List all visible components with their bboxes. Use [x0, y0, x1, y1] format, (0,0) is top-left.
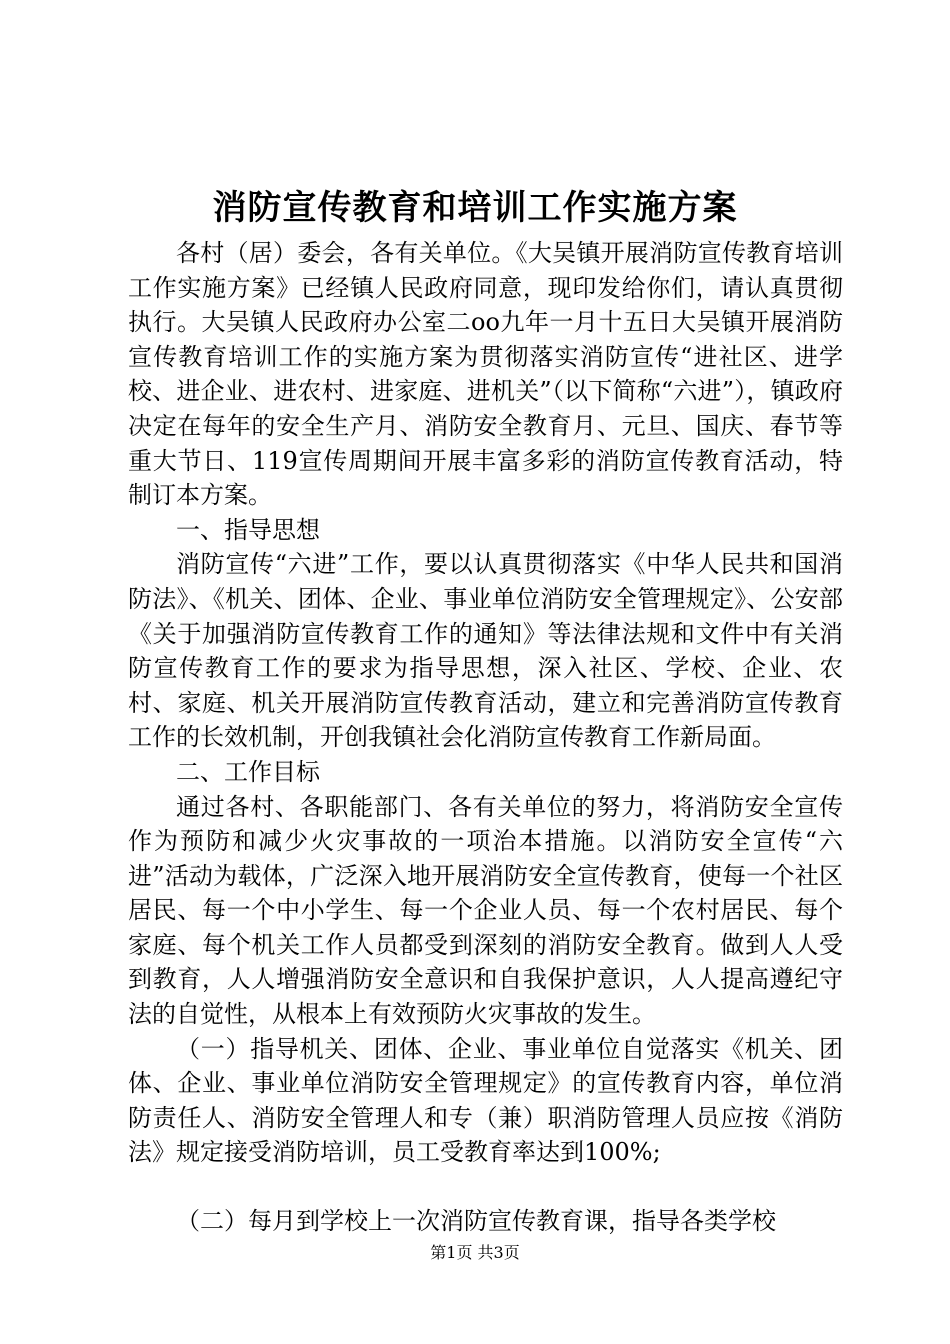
- document-title: 消防宣传教育和培训工作实施方案: [212, 188, 738, 228]
- paragraph-intro: 各村（居）委会，各有关单位。《大吴镇开展消防宣传教育培训工作实施方案》已经镇人民政府同意，现印发给你们，请认真贯彻执行。大吴镇人民政府办公室二oo九年一月十五日大吴镇开展消防宣传教育培训工作的实施方案为贯彻落实消防宣传“进社区、进学校、进企业、进农村、进家庭、进机关”（以下简称“六进”），镇政府决定在每年的安全生产月、消防安全教育月、元旦、国庆、春节等重大节日、119宣传周期间开展丰富多彩的消防宣传教育活动，特制订本方案。: [128, 239, 843, 510]
- page-footer: 第1页 共3页: [430, 1243, 520, 1262]
- paragraph-item-one: （一）指导机关、团体、企业、事业单位自觉落实《机关、团体、企业、事业单位消防安全管理规定》的宣传教育内容，单位消防责任人、消防安全管理人和专（兼）职消防管理人员应按《消防法》规定接受消防培训，员工受教育率达到100%;: [128, 1034, 843, 1167]
- paragraph-work-goals: 通过各村、各职能部门、各有关单位的努力，将消防安全宣传作为预防和减少火灾事故的一项治本措施。以消防安全宣传“六进”活动为载体，广泛深入地开展消防安全宣传教育，使每一个社区居民、每一个中小学生、每一个企业人员、每一个农村居民、每个家庭、每个机关工作人员都受到深刻的消防安全教育。做到人人受到教育，人人增强消防安全意识和自我保护意识，人人提高遵纪守法的自觉性，从根本上有效预防火灾事故的发生。: [128, 792, 843, 1029]
- document-body: [128, 236, 843, 1239]
- paragraph-item-two: （二）每月到学校上一次消防宣传教育课，指导各类学校: [176, 1207, 776, 1236]
- paragraph-guiding-thought: 消防宣传“六进”工作，要以认真贯彻落实《中华人民共和国消防法》、《机关、团体、企业、事业单位消防安全管理规定》、公安部《关于加强消防宣传教育工作的通知》等法律法规和文件中有关消防宣传教育工作的要求为指导思想，深入社区、学校、企业、农村、家庭、机关开展消防宣传教育活动，建立和完善消防宣传教育工作的长效机制，开创我镇社会化消防宣传教育工作新局面。: [128, 550, 843, 752]
- section-heading-work-goals: 二、工作目标: [176, 757, 320, 786]
- section-heading-guiding-thought: 一、指导思想: [176, 515, 320, 544]
